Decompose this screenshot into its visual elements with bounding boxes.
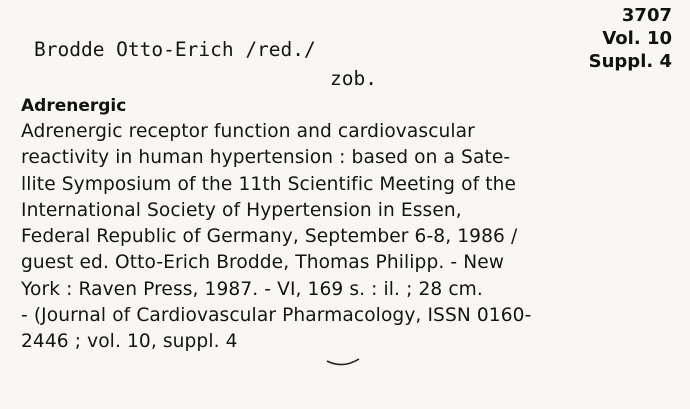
call-number-line-1: 3707 bbox=[621, 5, 672, 26]
description-line: Federal Republic of Germany, September 6-8, 1986 / bbox=[21, 226, 518, 248]
author-name: Brodde Otto-Erich /red./ bbox=[34, 38, 316, 61]
description-line: Adrenergic receptor function and cardiovascular bbox=[21, 121, 475, 142]
description-line: - (Journal of Cardiovascular Pharmacology, ISSN 0160- bbox=[21, 305, 532, 327]
description-line: York : Raven Press, 1987. - VI, 169 s. : il. ; 28 cm. bbox=[21, 278, 483, 300]
description-line: 2446 ; vol. 10, suppl. 4 bbox=[21, 331, 238, 353]
description-line: reactivity in human hypertension : based on a Sate- bbox=[21, 147, 511, 169]
subject-heading: Adrenergic bbox=[21, 96, 127, 116]
description-line: guest ed. Otto-Erich Brodde, Thomas Philipp. - New bbox=[21, 252, 505, 274]
author-note: zob. bbox=[330, 67, 377, 90]
pen-mark-icon bbox=[325, 355, 361, 371]
description-line: International Society of Hypertension in Essen, bbox=[21, 199, 462, 221]
bibliographic-description bbox=[21, 119, 686, 356]
call-number-line-3: Suppl. 4 bbox=[588, 51, 672, 72]
call-number-line-2: Vol. 10 bbox=[602, 28, 672, 49]
call-number bbox=[589, 4, 672, 73]
description-line: llite Symposium of the 11th Scientific Meeting of the bbox=[21, 173, 517, 195]
